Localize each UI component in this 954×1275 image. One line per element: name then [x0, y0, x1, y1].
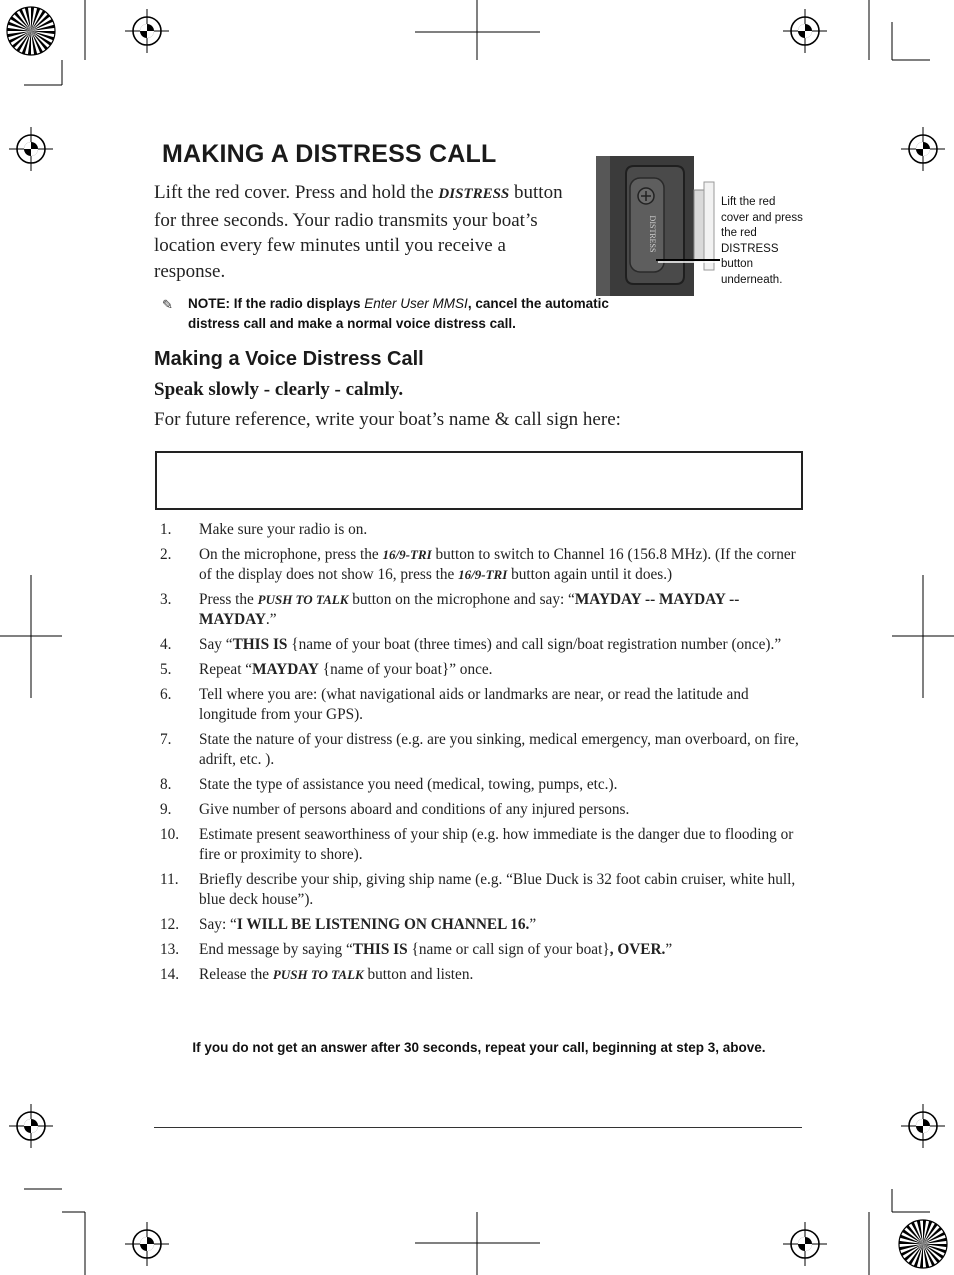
- note-suffix: , cancel the automatic distress call and make a normal voice distress call.: [188, 296, 609, 331]
- list-item: [160, 965, 805, 985]
- step-emphasis: THIS IS: [232, 636, 288, 653]
- step-text-part: Tell where you are: (what navigational aids or landmarks are near, or read the latitude and longitude from your GPS).: [199, 686, 749, 723]
- step-text-part: button on the microphone and say: “: [348, 591, 575, 608]
- step-text-part: Press the: [199, 591, 258, 608]
- page-title: MAKING A DISTRESS CALL: [162, 140, 497, 168]
- step-emphasis: I WILL BE LISTENING ON CHANNEL 16.: [236, 916, 530, 933]
- list-item: [160, 730, 805, 770]
- steps-list: [160, 520, 805, 990]
- step-text-part: Briefly describe your ship, giving ship name (e.g. “Blue Duck is 32 foot cabin cruiser, white hull, blue deck house”).: [199, 871, 796, 908]
- note-emphasis: Enter User MMSI: [364, 296, 468, 311]
- list-item: [160, 800, 805, 820]
- step-text-part: Repeat “: [199, 661, 253, 678]
- step-emphasis: , OVER.: [609, 941, 666, 958]
- step-emphasis: THIS IS: [352, 941, 408, 958]
- list-item: [160, 825, 805, 865]
- step-emphasis: PUSH TO TALK: [272, 967, 364, 982]
- step-number: 9.: [160, 801, 172, 818]
- list-item: [160, 940, 805, 960]
- section-heading: Making a Voice Distress Call: [154, 348, 424, 370]
- step-text: [199, 941, 672, 958]
- step-text-part: {name of your boat (three times) and call sign/boat registration number (once).”: [287, 636, 782, 653]
- step-text-part: Say “: [199, 636, 233, 653]
- step-text: [199, 591, 739, 628]
- step-emphasis: 16/9-TRI: [458, 567, 508, 582]
- step-text: [199, 801, 629, 818]
- step-number: 12.: [160, 916, 180, 933]
- step-text-part: Release the: [199, 966, 273, 983]
- list-item: [160, 635, 805, 655]
- step-text-part: {name of your boat}” once.: [318, 661, 493, 678]
- step-text-part: ”: [665, 941, 673, 958]
- step-number: 1.: [160, 521, 172, 538]
- distress-keyword: DISTRESS: [438, 186, 510, 202]
- subheading: Speak slowly - clearly - calmly.: [154, 379, 404, 400]
- intro-text-after: button for three seconds. Your radio transmits your boat’s location every few minutes until you receive a response.: [154, 182, 563, 282]
- step-text-part: State the nature of your distress (e.g. are you sinking, medical emergency, man overboard, on fire, adrift, etc. ).: [199, 731, 799, 768]
- step-text: [199, 916, 536, 933]
- step-emphasis: PUSH TO TALK: [257, 592, 349, 607]
- step-number: 7.: [160, 731, 172, 748]
- step-number: 5.: [160, 661, 172, 678]
- step-text-part: Say: “: [199, 916, 237, 933]
- step-text: [199, 731, 799, 768]
- step-text-part: button and listen.: [363, 966, 474, 983]
- step-text: [199, 546, 796, 583]
- note-prefix: NOTE: If the radio displays: [188, 296, 365, 311]
- note-text: [188, 294, 622, 334]
- step-number: 8.: [160, 776, 172, 793]
- step-text: [199, 966, 473, 983]
- step-number: 13.: [160, 941, 180, 958]
- step-text-part: Make sure your radio is on.: [199, 521, 368, 538]
- list-item: [160, 590, 805, 630]
- step-text: [199, 521, 367, 538]
- list-item: [160, 775, 805, 795]
- step-text-part: {name or call sign of your boat}: [407, 941, 610, 958]
- step-text: [199, 636, 781, 653]
- step-text: [199, 686, 749, 723]
- step-text-part: button to switch to Channel 16 (156.8 MHz). (If the corner of the display does not show 16, press the: [199, 546, 796, 583]
- step-text: [199, 871, 795, 908]
- list-item: [160, 660, 805, 680]
- list-item: [160, 545, 805, 585]
- step-text: [199, 661, 493, 678]
- footer-rule: [154, 1127, 802, 1128]
- step-text-part: .”: [265, 611, 277, 628]
- figure-caption: Lift the red cover and press the red DISTRESS button underneath.: [721, 196, 803, 286]
- note-block: [162, 294, 622, 334]
- step-text-part: ”: [529, 916, 537, 933]
- list-item: [160, 685, 805, 725]
- footer-note: If you do not get an answer after 30 seconds, repeat your call, beginning at step 3, above.: [192, 1040, 766, 1055]
- step-text-part: button again until it does.): [507, 566, 673, 583]
- boat-name-call-sign-box[interactable]: [155, 451, 803, 510]
- step-text: [199, 776, 617, 793]
- intro-paragraph: [154, 180, 574, 284]
- step-text-part: Estimate present seaworthiness of your ship (e.g. how immediate is the danger due to flooding or fire or proximity to shore).: [199, 826, 794, 863]
- step-number: 11.: [160, 871, 179, 888]
- step-number: 2.: [160, 546, 172, 563]
- step-text-part: End message by saying “: [199, 941, 353, 958]
- step-number: 6.: [160, 686, 172, 703]
- step-text-part: State the type of assistance you need (medical, towing, pumps, etc.).: [199, 776, 618, 793]
- step-emphasis: 16/9-TRI: [382, 547, 432, 562]
- step-text-part: Give number of persons aboard and conditions of any injured persons.: [199, 801, 630, 818]
- reference-instruction: For future reference, write your boat’s name & call sign here:: [154, 409, 621, 430]
- step-number: 4.: [160, 636, 172, 653]
- step-number: 14.: [160, 966, 180, 983]
- intro-text-before: Lift the red cover. Press and hold the: [154, 182, 439, 203]
- list-item: [160, 915, 805, 935]
- step-emphasis: MAYDAY -- MAYDAY -- MAYDAY: [199, 591, 740, 628]
- step-text: [199, 826, 793, 863]
- step-emphasis: MAYDAY: [252, 661, 319, 678]
- step-number: 10.: [160, 826, 180, 843]
- list-item: [160, 520, 805, 540]
- step-text-part: On the microphone, press the: [199, 546, 383, 563]
- device-distress-label: DISTRESS: [648, 215, 657, 253]
- list-item: [160, 870, 805, 910]
- pencil-icon: ✎: [162, 297, 173, 312]
- step-number: 3.: [160, 591, 172, 608]
